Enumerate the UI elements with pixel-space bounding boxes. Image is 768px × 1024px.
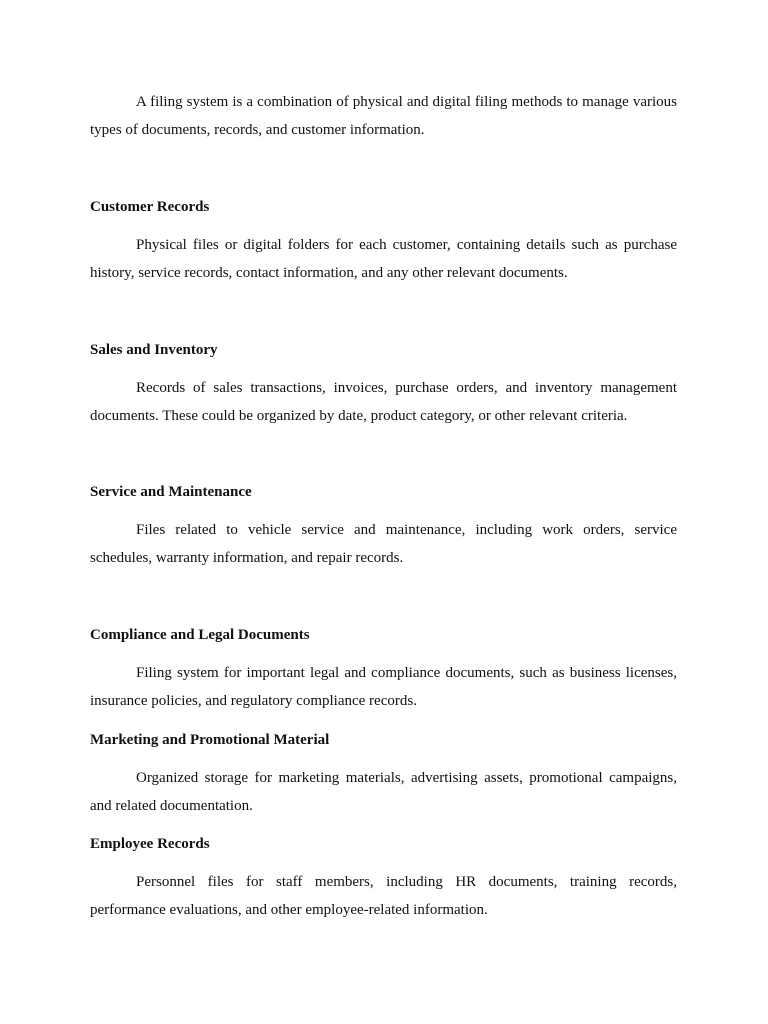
intro-paragraph: A filing system is a combination of physical and digital filing methods to manage various types of documents, records, and customer information. bbox=[90, 94, 677, 138]
section-heading-sales-inventory: Sales and Inventory bbox=[90, 342, 218, 358]
section-body-service-maintenance: Files related to vehicle service and maintenance, including work orders, service schedules, warranty information, and repair records. bbox=[90, 522, 677, 566]
section-heading-customer-records: Customer Records bbox=[90, 199, 210, 215]
section-body-marketing: Organized storage for marketing materials, advertising assets, promotional campaigns, and related documentation. bbox=[90, 770, 677, 814]
section-body-employee-records: Personnel files for staff members, including HR documents, training records, performance evaluations, and other employee-related information. bbox=[90, 874, 677, 918]
section-body-customer-records: Physical files or digital folders for each customer, containing details such as purchase history, service records, contact information, and any other relevant documents. bbox=[90, 237, 677, 281]
section-body-sales-inventory: Records of sales transactions, invoices, purchase orders, and inventory management documents. These could be organized by date, product category, or other relevant criteria. bbox=[90, 380, 677, 424]
section-body-compliance-legal: Filing system for important legal and compliance documents, such as business licenses, insurance policies, and regulatory compliance records. bbox=[90, 665, 677, 709]
section-heading-employee-records: Employee Records bbox=[90, 836, 210, 852]
section-heading-service-maintenance: Service and Maintenance bbox=[90, 484, 252, 500]
section-heading-compliance-legal: Compliance and Legal Documents bbox=[90, 627, 310, 643]
section-heading-marketing: Marketing and Promotional Material bbox=[90, 732, 330, 748]
